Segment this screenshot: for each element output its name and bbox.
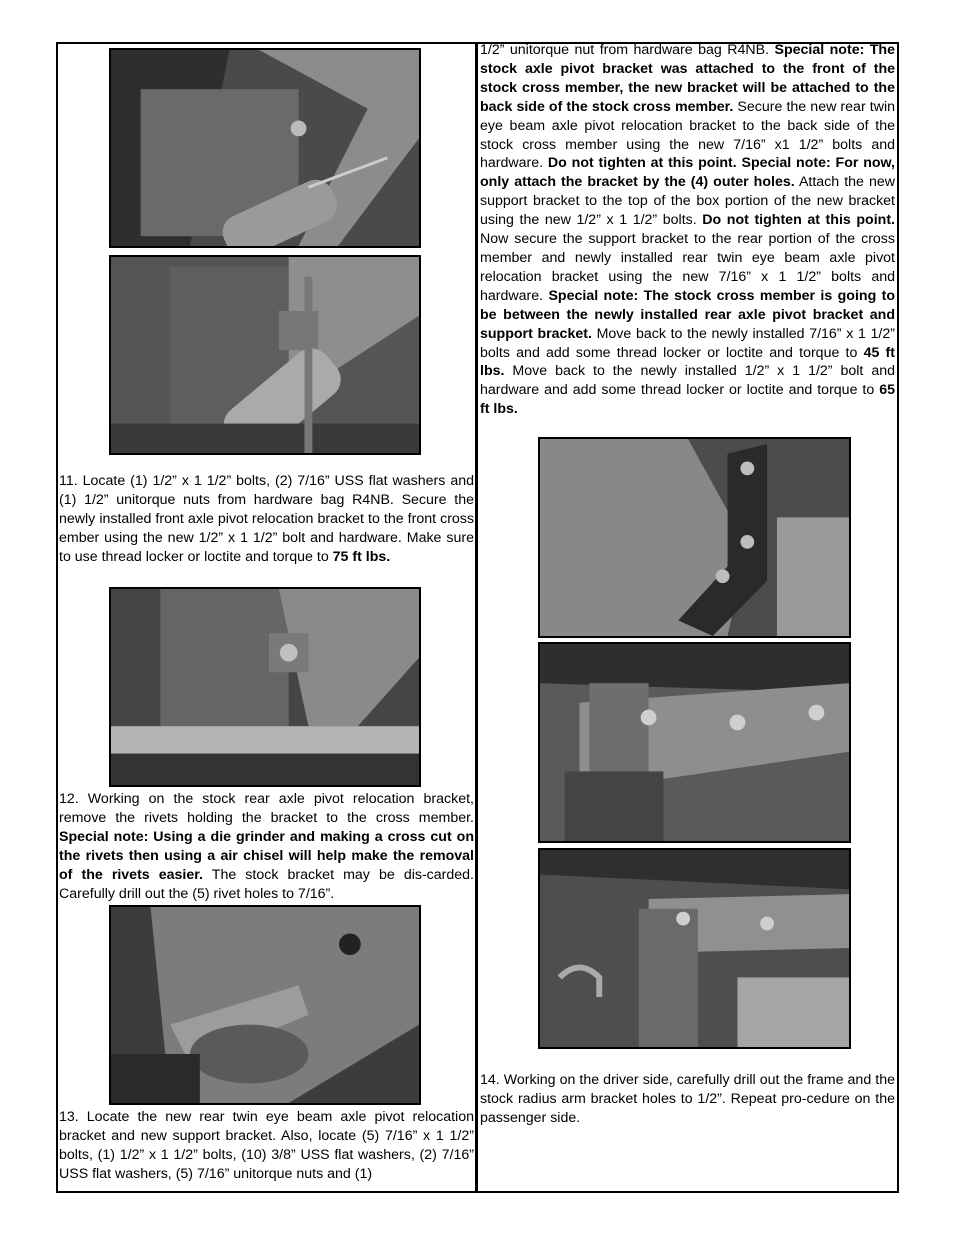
step-14-text: 14. Working on the driver side, carefully drill out the frame and the stock radius arm bracket holes to 1/2”. Repeat pro-cedure on the passenger side.	[480, 1072, 895, 1126]
photo-rivet-removal	[109, 905, 421, 1105]
photo-rear-pivot-bracket	[538, 437, 851, 638]
photo-support-bracket-2	[538, 848, 851, 1049]
photo-front-pivot-bracket	[109, 587, 421, 787]
photo-support-bracket-1	[538, 642, 851, 843]
photo-drill-bracket-2	[109, 255, 421, 455]
step-13-text-part-b: 1/2” unitorque nut from hardware bag R4NB. Special note: The stock axle pivot bracket was attached to the front of the stock cross member, the new bracket will be attached to the back side of the stock cross member. Secure the new rear twin eye beam axle pivot relocation bracket to the back side of the stock cross member using the new 7/16” x1 1/2” bolts and hardware. Do not tighten at this point. Special note: For now, only attach the bracket by the (4) outer holes. Attach the new support bracket to the top of the box portion of the new bracket using the new 1/2” x 1 1/2” bolts. Do not tighten at this point. Now secure the support bracket to the rear portion of the cross member and newly installed rear twin eye beam axle pivot relocation bracket using the new 7/16” x 1 1/2” bolts and hardware. Special note: The stock cross member is going to be between the newly installed rear axle pivot bracket and support bracket. Move back to the newly installed 7/16” x 1 1/2” bolts and add some thread locker or loctite and torque to 45 ft lbs. Move back to the newly installed 1/2” x 1 1/2” bolt and hardware and add some thread locker or loctite and torque to 65 ft lbs.	[480, 42, 896, 418]
photo-drill-bracket-1	[109, 48, 421, 248]
step-12-text: 12. Working on the stock rear axle pivot relocation bracket, remove the rivets holding the bracket to the cross member. Special note: Using a die grinder and making a cross cut on the rivets then using a air chisel will help make the removal of the rivets easier. The stock bracket may be dis-carded. Carefully drill out the (5) rivet holes to 7/16”.	[59, 791, 475, 902]
step-13-text-part-a: 13. Locate the new rear twin eye beam axle pivot relocation bracket and new support bracket. Also, locate (5) 7/16” x 1 1/2” bolts, (1) 1/2” x 1 1/2” bolts, (10) 3/8” USS flat washers, (2) 7/16” USS flat washers, (5) 7/16” unitorque nuts and (1)	[59, 1109, 474, 1182]
column-divider	[475, 42, 478, 1193]
step-11-text: 11. Locate (1) 1/2” x 1 1/2” bolts, (2) 7/16” USS flat washers and (1) 1/2” unitorque nuts from hardware bag R4NB. Secure the newly installed front axle pivot relocation bracket to the front cross ember using the new 1/2” x 1 1/2” bolt and hardware. Make sure to use thread locker or loctite and torque to 75 ft lbs.	[59, 473, 474, 565]
